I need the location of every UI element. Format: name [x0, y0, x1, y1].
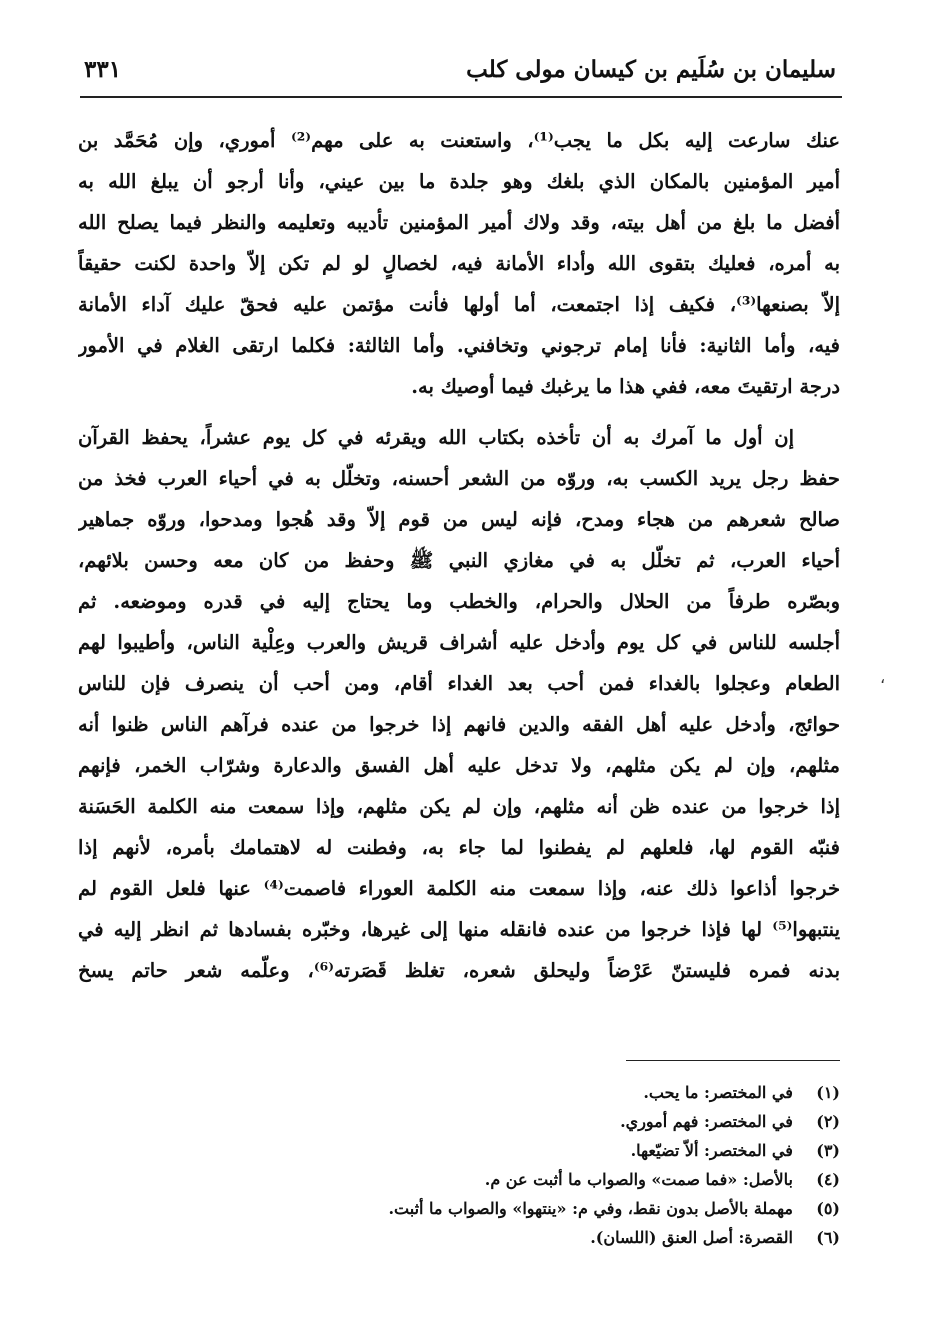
text-line: درجة ارتقيتَ معه، ففي هذا ما يرغبك فيما أوصيك به.: [411, 375, 840, 398]
footnote: [140, 1165, 840, 1194]
text-line: وبصّره طرفاً من الحلال والحرام، والخطب وما يحتاج إليه في قدره وموضعه. ثم: [78, 590, 840, 613]
text-line: خرجوا أذاعوا ذلك عنه، وإذا سمعت منه الكلمة العوراء فاصمت⁽⁴⁾ عنها فلعل القوم لم: [78, 877, 840, 900]
text-line: حفظ رجل يريد الكسب به، وروّه من الشعر أحسنه، وتخلّل به في أحياء العرب فخذ من: [78, 467, 840, 490]
text-line: إن أول ما آمرك به أن تأخذه بكتاب الله ويقرئه في كل يوم عشراً، يحفظ القرآن: [78, 426, 794, 449]
footnote: [140, 1078, 840, 1107]
text-line: ينتبهوا⁽⁵⁾ لها فإذا خرجوا من عنده فانقله منها إلى غيرها، وخبّره بفسادها ثم انظر إليه في: [78, 918, 840, 941]
text-line: أفضل ما بلغ من أهل بيته، وقد ولاك أمير المؤمنين تأديبه وتعليمه والنظر فيما يصلح الله: [78, 211, 840, 234]
text-line: أمير المؤمنين بالمكان الذي بلغك وهو جلدة ما بين عيني، وأنا أرجو أن يبلغ الله به: [78, 170, 840, 193]
footnote: [140, 1194, 840, 1223]
text-line: صالح شعرهم من هجاء ومدح، فإنه ليس من قوم إلاّ وقد هُجوا ومدحوا، وروّه جماهير: [78, 508, 840, 531]
text-line: عنك سارعت إليه بكل ما يجب⁽¹⁾، واستعنت به على مهم⁽²⁾ أموري، وإن مُحَمَّد بن: [78, 129, 840, 152]
text-line: مثلهم، وإن لم يكن مثلهم، ولا تدخل عليه أهل الفسق والدعارة وشرّاب الخمر، فإنهم: [78, 754, 840, 777]
text-line: به أمره، فعليك بتقوى الله وأداء الأمانة فيه، لخصالٍ لو لم تكن إلاّ واحدة لكنت حقيقاً: [78, 252, 840, 275]
header-rule: [80, 96, 842, 98]
footnote-number: (٢): [816, 1112, 840, 1131]
running-title: سليمان بن سُلَيم بن كيسان مولى كلب: [466, 56, 836, 83]
footnote-number: (٦): [816, 1228, 840, 1247]
footnote-number: (٣): [816, 1141, 840, 1160]
body-text: [78, 120, 840, 991]
text-line: أحياء العرب، ثم تخلّل به في مغازي النبي ﷺ وحفظ من كان معه وحسن بلائهم،: [78, 549, 840, 572]
footnote-text: بالأصل: «فما صمت» والصواب ما أثبت عن م.: [484, 1170, 793, 1189]
text-line: إلاّ بصنعها⁽³⁾، فكيف إذا اجتمعت، أما أولها فأنت مؤتمن عليه فحقّ عليك آداء الأمانة: [78, 293, 840, 316]
footnote-text: في المختصر: فهم أموري.: [620, 1112, 793, 1131]
footnote-text: في المختصر: ألاّ تضيّعها.: [630, 1141, 793, 1160]
margin-mark: ،: [880, 668, 886, 687]
page-number: ٣٣١: [84, 56, 122, 83]
footnote: [140, 1136, 840, 1165]
text-line: أجلسه للناس في كل يوم وأدخل عليه أشراف قريش والعرب وعِلْية الناس، وأطيبوا لهم: [78, 631, 840, 654]
text-line: بدنه فمره فليستنّ عَرْضاً وليحلق شعره، تغلظ قَصَرته⁽⁶⁾، وعلّمه شعر حاتم يسخ: [78, 959, 840, 982]
text-line: فنبّه القوم لها، فلعلهم لم يفطنوا لما جاء به، وفطنت له لاهتمامك بأمره، لأنهم إذا: [78, 836, 840, 859]
text-line: الطعام وعجلوا بالغداء فمن أحب بعد الغداء أقام، ومن أحب أن ينصرف فإن للناس: [78, 672, 840, 695]
footnote: [140, 1107, 840, 1136]
text-line: إذا خرجوا من عنده ظن أنه مثلهم، وإن لم يكن مثلهم، وإذا سمعت منه الكلمة الحَسَنة: [78, 795, 840, 818]
footnote: [140, 1223, 840, 1252]
text-line: فيه، وأما الثانية: فأنا إمام ترجوني وتخافني. وأما الثالثة: فكلما ارتقى الغلام في الأمور: [78, 334, 840, 357]
footnote-number: (٤): [816, 1170, 840, 1189]
footnote-text: القصرة: أصل العنق (اللسان).: [590, 1228, 793, 1247]
paragraph-gap: [78, 407, 840, 417]
footnote-number: (١): [816, 1083, 840, 1102]
page-header: [78, 52, 842, 92]
footnote-number: (٥): [816, 1199, 840, 1218]
footnotes: [140, 1078, 840, 1252]
footnote-rule: [626, 1060, 840, 1061]
footnote-text: مهملة بالأصل بدون نقط، وفي م: «ينتهوا» والصواب ما أثبت.: [388, 1199, 793, 1218]
footnote-text: في المختصر: ما يحب.: [643, 1083, 793, 1102]
text-line: حوائج، وأدخل عليه أهل الفقه والدين فانهم إذا خرجوا من عنده فرآهم الناس ظنوا أنه: [78, 713, 840, 736]
